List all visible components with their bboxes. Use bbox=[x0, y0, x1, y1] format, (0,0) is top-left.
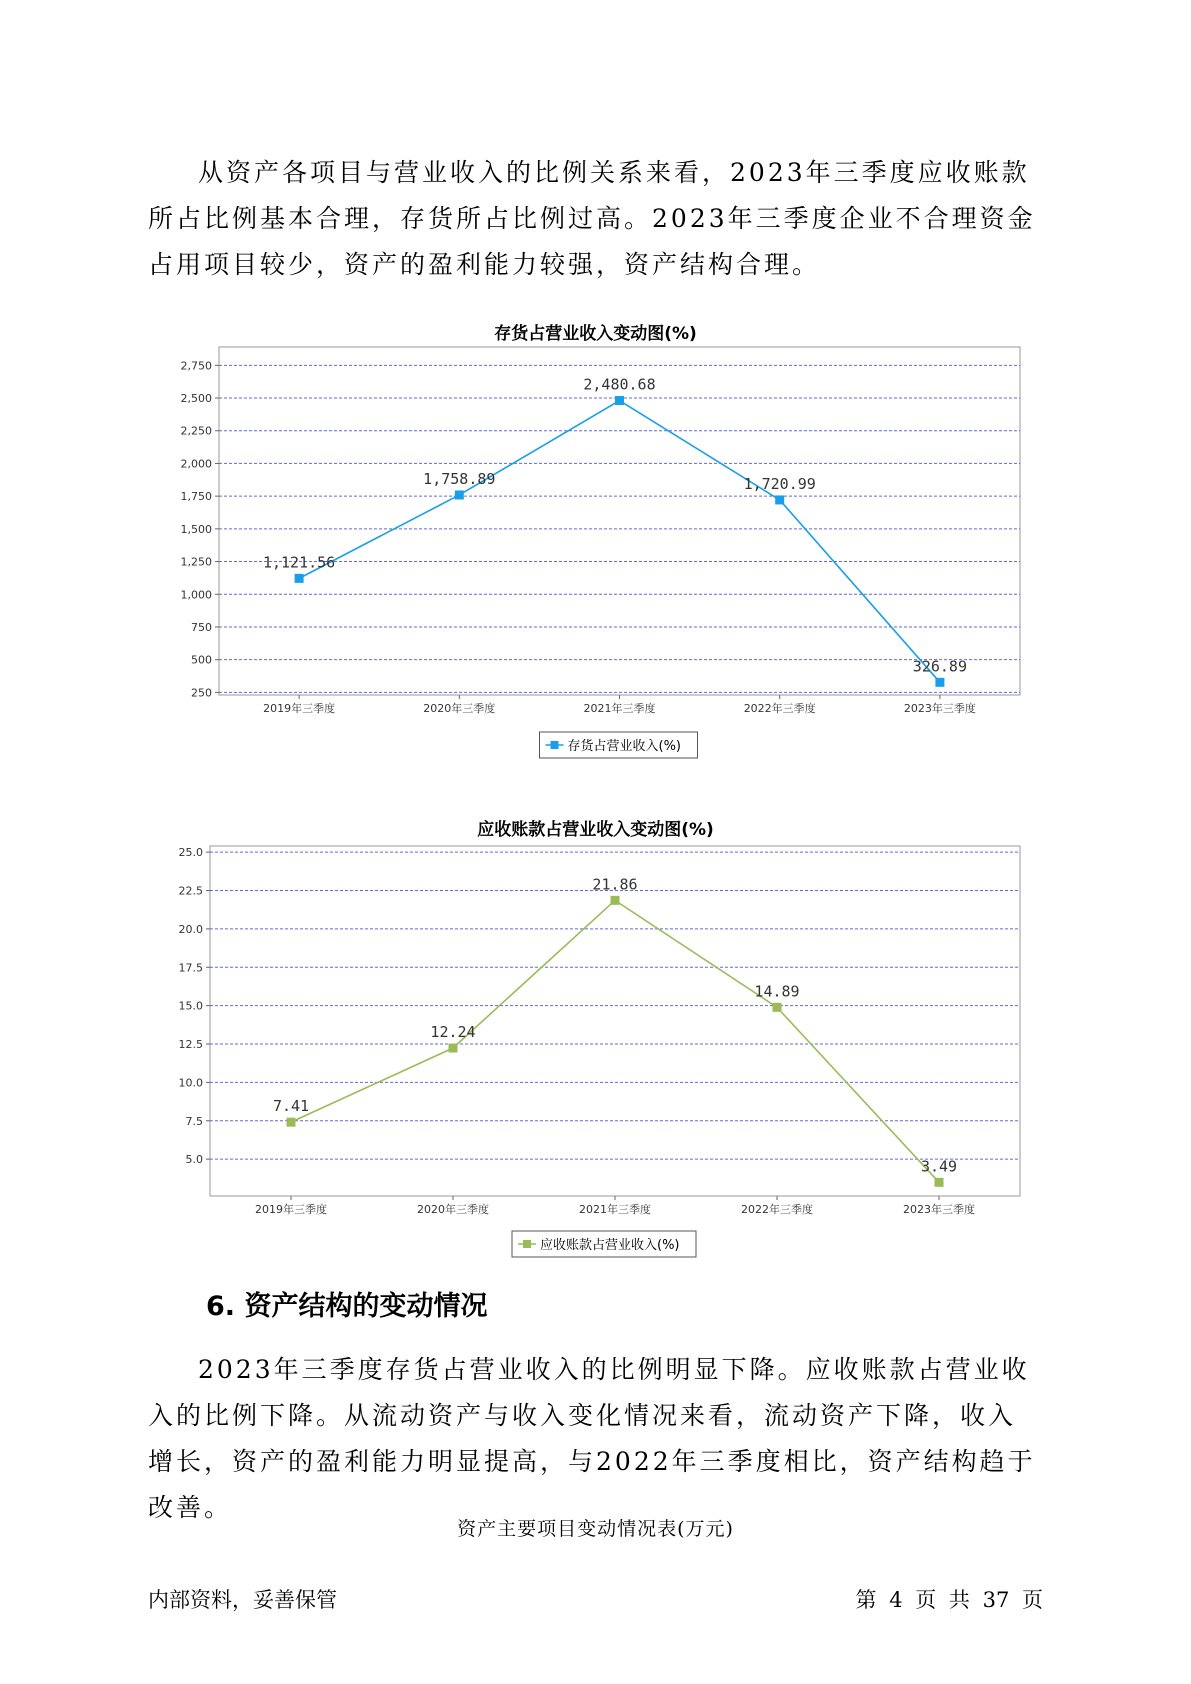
table-caption: 资产主要项目变动情况表(万元) bbox=[457, 1518, 734, 1540]
y-tick-label: 12.5 bbox=[178, 1038, 203, 1052]
y-tick-label: 2,250 bbox=[180, 424, 212, 438]
y-tick-label: 20.0 bbox=[178, 922, 203, 936]
y-tick-label: 500 bbox=[191, 653, 212, 667]
data-label: 3.49 bbox=[920, 1157, 958, 1176]
section-heading: 6. 资产结构的变动情况 bbox=[206, 1291, 488, 1322]
chart-title-receivables: 应收账款占营业收入变动图(%) bbox=[477, 820, 714, 840]
data-point bbox=[295, 574, 304, 583]
y-tick-label: 2,000 bbox=[180, 457, 212, 471]
data-label: 21.86 bbox=[592, 875, 638, 894]
y-tick-label: 1,000 bbox=[180, 588, 212, 602]
data-label: 12.24 bbox=[430, 1023, 476, 1042]
data-label: 7.41 bbox=[272, 1097, 310, 1116]
x-tick-label: 2023年三季度 bbox=[903, 1203, 975, 1216]
data-label: 1,758.89 bbox=[423, 469, 496, 488]
y-tick-label: 22.5 bbox=[178, 884, 203, 898]
x-tick-label: 2021年三季度 bbox=[583, 702, 656, 715]
legend-label: 应收账款占营业收入(%) bbox=[540, 1238, 680, 1253]
x-tick-label: 2023年三季度 bbox=[903, 702, 976, 715]
intro-paragraph: 从资产各项目与营业收入的比例关系来看，2023年三季度应收账款所占比例基本合理，存货所占比例过高。2023年三季度企业不合理资金占用项目较少，资产的盈利能力较强，资产结构合理。 bbox=[148, 158, 1036, 279]
chart-title-inventory: 存货占营业收入变动图(%) bbox=[494, 324, 697, 344]
footer-page-number: 第 4 页 共 37 页 bbox=[855, 1588, 1043, 1612]
y-tick-label: 1,250 bbox=[180, 555, 212, 569]
analysis-paragraph: 2023年三季度存货占营业收入的比例明显下降。应收账款占营业收入的比例下降。从流动资产与收入变化情况来看，流动资产下降，收入增长，资产的盈利能力明显提高，与2022年三季度相比，资产结构趋于改善。 bbox=[148, 1355, 1036, 1522]
x-tick-label: 2021年三季度 bbox=[579, 1203, 651, 1216]
y-tick-label: 10.0 bbox=[178, 1076, 203, 1090]
data-point bbox=[935, 1178, 944, 1187]
data-point bbox=[615, 396, 624, 405]
data-label: 14.89 bbox=[754, 982, 800, 1001]
y-tick-label: 7.5 bbox=[185, 1114, 203, 1128]
data-point bbox=[287, 1118, 296, 1127]
data-point bbox=[773, 1003, 782, 1012]
chart-inventory-ratio bbox=[0, 330, 1191, 780]
y-tick-label: 750 bbox=[191, 620, 212, 634]
data-point bbox=[455, 490, 464, 499]
y-tick-label: 5.0 bbox=[185, 1153, 203, 1167]
data-point bbox=[775, 495, 784, 504]
y-tick-label: 25.0 bbox=[178, 846, 203, 860]
x-tick-label: 2019年三季度 bbox=[255, 1203, 327, 1216]
y-tick-label: 15.0 bbox=[178, 999, 203, 1013]
data-label: 326.89 bbox=[912, 657, 967, 676]
data-point bbox=[611, 896, 620, 905]
data-point bbox=[935, 678, 944, 687]
y-tick-label: 17.5 bbox=[178, 961, 203, 975]
data-point bbox=[449, 1044, 458, 1053]
legend-marker bbox=[551, 741, 559, 749]
x-tick-label: 2020年三季度 bbox=[417, 1203, 489, 1216]
x-tick-label: 2022年三季度 bbox=[741, 1203, 813, 1216]
data-label: 1,121.56 bbox=[262, 553, 336, 572]
x-tick-label: 2019年三季度 bbox=[263, 702, 336, 715]
y-tick-label: 1,500 bbox=[180, 522, 212, 536]
y-tick-label: 2,500 bbox=[180, 392, 212, 406]
legend-label: 存货占营业收入(%) bbox=[567, 739, 681, 754]
chart-receivables-ratio bbox=[0, 826, 1191, 1276]
x-tick-label: 2022年三季度 bbox=[743, 702, 816, 715]
y-tick-label: 2,750 bbox=[180, 359, 212, 373]
data-label: 1,720.99 bbox=[743, 474, 816, 493]
footer-confidential-note: 内部资料，妥善保管 bbox=[148, 1588, 337, 1612]
x-tick-label: 2020年三季度 bbox=[423, 702, 496, 715]
legend-marker bbox=[523, 1240, 531, 1248]
data-label: 2,480.68 bbox=[583, 375, 656, 394]
y-tick-label: 250 bbox=[191, 686, 212, 700]
y-tick-label: 1,750 bbox=[180, 490, 212, 504]
